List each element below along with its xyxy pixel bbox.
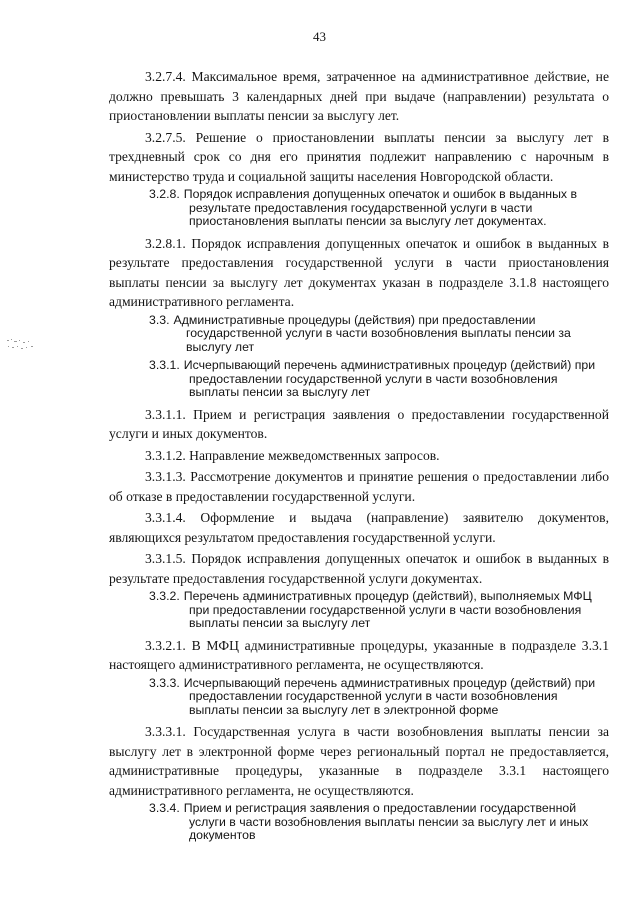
document-body <box>109 67 609 848</box>
section-heading-text: Исчерпывающий перечень административных процедур (действий) при предоставлении государственной услуги в части возобновления выплаты пенсии за выслугу лет в электронной форме <box>183 675 596 717</box>
paragraph: 3.3.1.2. Направление межведомственных запросов. <box>145 447 440 463</box>
paragraph: 3.3.3.1. Государственная услуга в части возобновления выплаты пенсии за выслугу лет в электронной форме через региональный портал не предоставляется, административные процедуры, указанные в подразделе 3.3.1 настоящего административного регламента, не осуществляются. <box>109 724 609 798</box>
section-number: 3.3. <box>149 312 170 327</box>
paragraph: 3.3.2.1. В МФЦ административные процедуры, указанные в подразделе 3.3.1 настоящего административного регламента, не осуществляются. <box>109 637 609 672</box>
section-heading <box>109 677 609 718</box>
margin-scan-mark <box>6 337 38 353</box>
paragraph: 3.2.8.1. Порядок исправления допущенных опечаток и ошибок в выданных в результате предоставления государственной услуги в части приостановления выплаты пенсии за выслугу лет документах указан в подразделе 3.1.8 настоящего административного регламента. <box>109 235 609 309</box>
section-heading-text: Административные процедуры (действия) при предоставлении государственной услуги в части возобновления выплаты пенсии за выслугу лет <box>173 312 571 354</box>
section-number: 3.2.8. <box>149 187 180 201</box>
paragraph: 3.3.1.5. Порядок исправления допущенных опечаток и ошибок в выданных в результате предоставления государственной услуги документах. <box>109 551 609 586</box>
page-number: 43 <box>313 29 326 44</box>
section-heading-text: Исчерпывающий перечень административных процедур (действий) при предоставлении государственной услуги в части возобновления выплаты пенсии за выслугу лет <box>183 358 596 399</box>
section-heading <box>109 359 609 400</box>
section-heading-text: Перечень административных процедур (действий), выполняемых МФЦ при предоставлении государственной услуги в части возобновления выплаты пенсии за выслугу лет <box>183 589 592 630</box>
section-heading <box>109 188 609 229</box>
section-number: 3.3.1. <box>149 358 180 372</box>
section-number: 3.3.2. <box>149 589 180 603</box>
section-heading <box>109 314 609 355</box>
paragraph: 3.3.1.3. Рассмотрение документов и принятие решения о предоставлении либо об отказе в предоставлении государственной услуги. <box>109 469 609 504</box>
section-heading <box>109 590 609 631</box>
paragraph: 3.2.7.5. Решение о приостановлении выплаты пенсии за выслугу лет в трехдневный срок со дня его принятия подлежит направлению с нарочным в министерство труда и социальной защиты населения Новгородской области. <box>109 129 609 184</box>
paragraph: 3.3.1.1. Прием и регистрация заявления о предоставлении государственной услуги и иных документов. <box>109 406 609 441</box>
section-number: 3.3.4. <box>149 801 180 815</box>
section-heading <box>109 802 609 843</box>
paragraph: 3.3.1.4. Оформление и выдача (направление) заявителю документов, являющихся результатом предоставления государственной услуги. <box>109 510 609 545</box>
paragraph: 3.2.7.4. Максимальное время, затраченное на административное действие, не должно превышать 3 календарных дней при выдаче (направлении) результата о приостановлении выплаты пенсии за выслугу лет. <box>109 69 609 123</box>
section-heading-text: Порядок исправления допущенных опечаток и ошибок в выданных в результате предоставления государственной услуги в части приостановления выплаты пенсии за выслугу лет документах. <box>183 187 578 228</box>
section-number: 3.3.3. <box>149 675 180 690</box>
section-heading-text: Прием и регистрация заявления о предоставлении государственной услуги в части возобновления выплаты пенсии за выслугу лет и иных документов <box>183 801 589 842</box>
